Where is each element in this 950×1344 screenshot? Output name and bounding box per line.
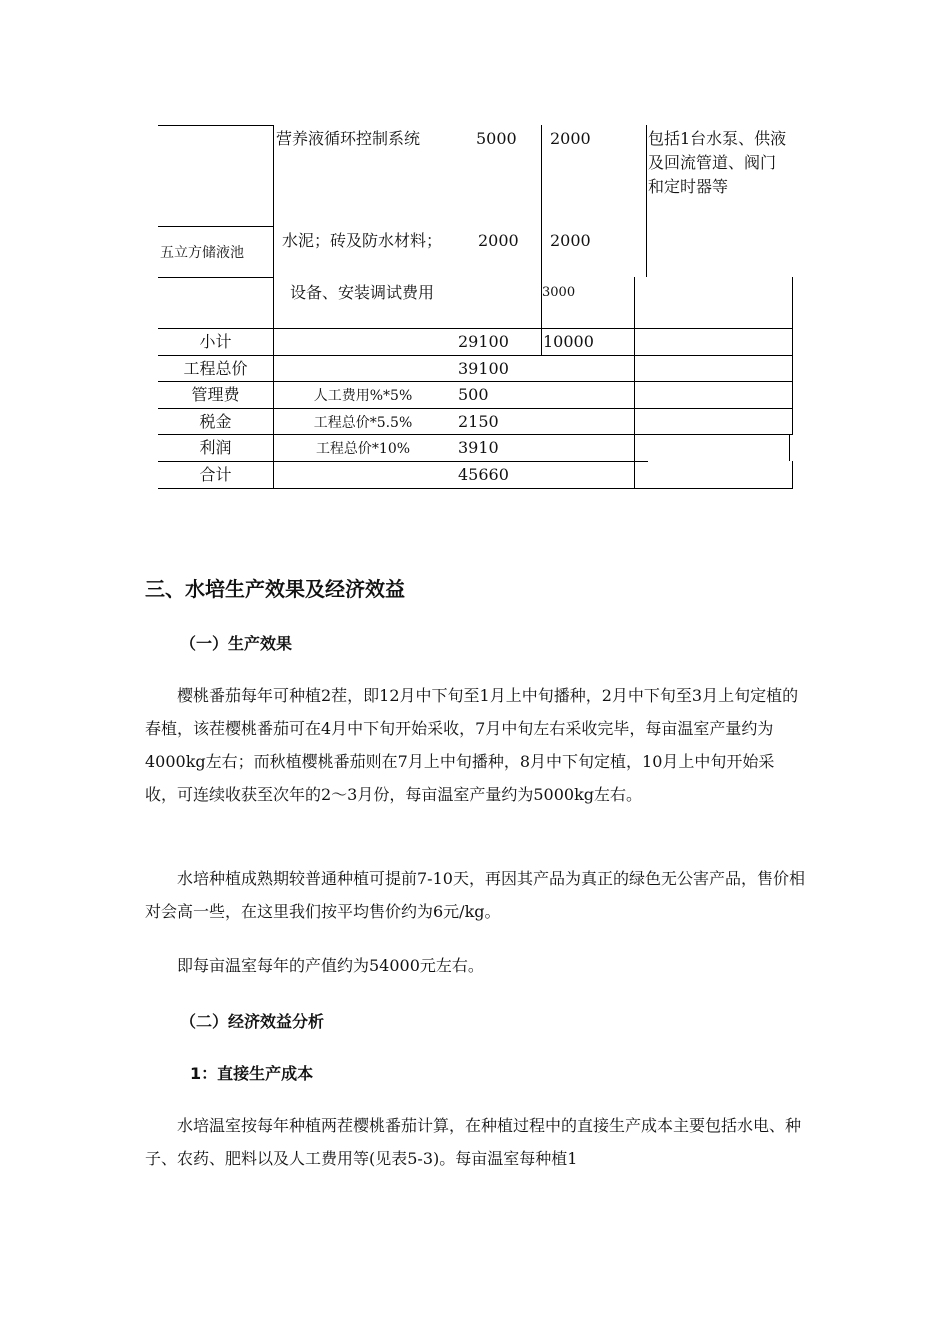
table-line [158, 381, 793, 382]
table-cell-formula: 工程总价*5.5% [313, 415, 413, 431]
table-cell-item: 营养液循环控制系统 [276, 129, 421, 148]
table-cell-value: 500 [458, 385, 489, 404]
table-cell-formula: 人工费用%*5% [313, 388, 413, 404]
table-line [158, 125, 273, 126]
cost-table [0, 0, 950, 500]
table-cell-value: 29100 [458, 332, 509, 351]
table-cell-note: 包括1台水泵、供液及回流管道、阀门和定时器等 [648, 129, 787, 196]
paragraph: 水培温室按每年种植两茬樱桃番茄计算，在种植过程中的直接生产成本主要包括水电、种子、农药、肥料以及人工费用等(见表5-3)。每亩温室每种植1 [145, 1116, 802, 1168]
table-line [792, 461, 793, 488]
table-cell-value: 45660 [458, 465, 509, 484]
table-row-label: 税金 [199, 412, 232, 431]
table-line [158, 226, 273, 227]
table-line [541, 125, 542, 355]
paragraph: 水培种植成熟期较普通种植可提前7-10天，再因其产品为真正的绿色无公害产品，售价相对会高一些，在这里我们按平均售价约为6元/kg。 [145, 869, 805, 921]
table-line [158, 355, 793, 356]
table-cell-value: 39100 [458, 359, 509, 378]
table-cell-value: 2150 [458, 412, 499, 431]
table-row-label: 小计 [199, 332, 232, 351]
table-line [789, 434, 790, 461]
table-line [158, 328, 793, 329]
subsection-title: （一）生产效果 [180, 634, 293, 653]
table-cell-value: 10000 [543, 332, 594, 351]
table-cell-value: 3910 [458, 438, 499, 457]
table-row-label: 利润 [199, 438, 232, 457]
table-row-label: 五立方储液池 [160, 245, 244, 261]
table-line [158, 408, 793, 409]
table-cell-value: 2000 [550, 231, 591, 250]
table-cell-value: 3000 [542, 285, 576, 300]
subsection-title: （二）经济效益分析 [180, 1012, 325, 1031]
table-line [273, 125, 274, 488]
subsection-title: 1：直接生产成本 [190, 1064, 314, 1083]
table-line [158, 277, 273, 278]
table-row-label: 工程总价 [183, 359, 248, 378]
table-cell-formula: 工程总价*10% [315, 441, 411, 457]
table-line [792, 277, 793, 434]
table-line [158, 461, 648, 462]
paragraph: 即每亩温室每年的产值约为54000元左右。 [177, 956, 484, 975]
table-cell-value: 2000 [478, 231, 519, 250]
paragraph: 樱桃番茄每年可种植2茬，即12月中下旬至1月上中旬播种，2月中下旬至3月上旬定植的春植，该茬樱桃番茄可在4月中下旬开始采收，7月中旬左右采收完毕，每亩温室产量约为4000kg左右；而秋植樱桃番茄则在7月上中旬播种，8月中下旬定植，10月上中旬开始采收，可连续收获至次年的2～3月份，每亩温室产量约为5000kg左右。 [145, 686, 799, 804]
table-cell-value: 5000 [476, 129, 517, 148]
table-cell-item: 设备、安装调试费用 [289, 283, 434, 302]
table-line [158, 434, 793, 435]
table-row-label: 合计 [199, 465, 232, 484]
table-cell-item: 水泥；砖及防水材料； [282, 231, 443, 250]
table-line [158, 488, 793, 489]
table-cell-value: 2000 [550, 129, 591, 148]
table-row-label: 管理费 [191, 385, 240, 404]
section-title: 三、水培生产效果及经济效益 [145, 577, 405, 601]
table-line [634, 277, 635, 488]
table-line [646, 125, 647, 277]
